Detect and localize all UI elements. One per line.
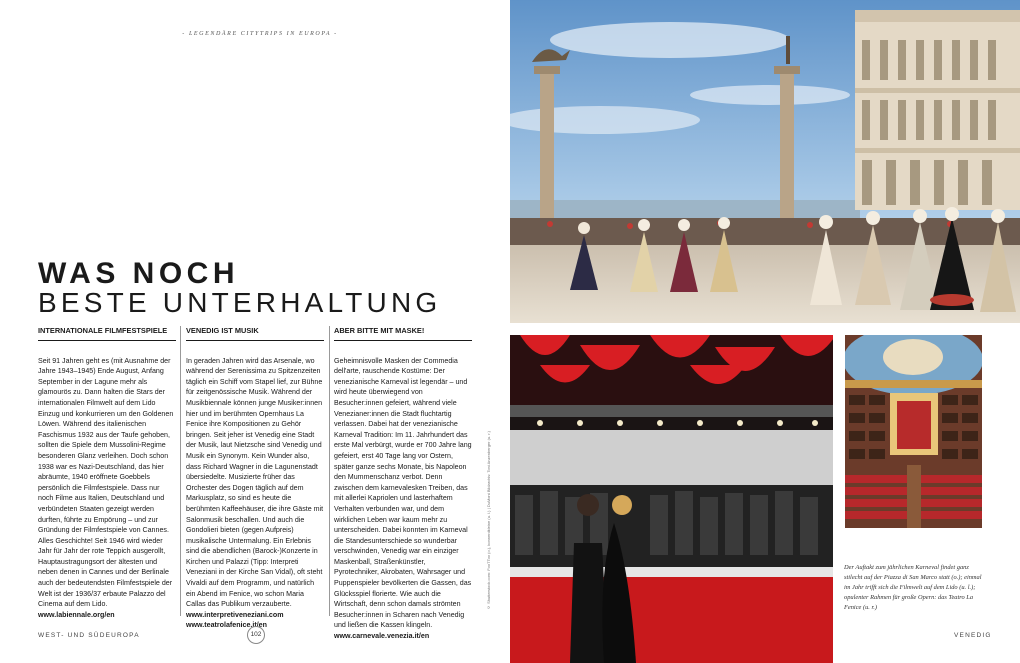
column-heading: INTERNATIONALE FILMFESTSPIELE (38, 326, 176, 341)
photo-teatro-la-fenice (845, 335, 982, 528)
column-body: Geheimnisvolle Masken der Commedia dell'arte, rauschende Kostüme: Der venezianische Karneval ist legendär – und wird heute überwiegend von Besucher:innen gefeiert, während viele Venezianer:innen die Stadt fluchtartig verlassen. Dabei hat der venezianische Karneval Tradition: Im 11. Jahrhundert das erste Mal verbürgt, wurde er 700 Jahre lang gefeiert, erst 40 Tage lang vor Ostern, später ganze sechs Monate, bis Napoleon den Mummenschanz verbot. Denn zwischen dem karnevalesken Treiben, das mit allerlei Kapriolen und lasterhaftem Verhalten verbunden war, und dem wirklichen Leben war kaum mehr zu unterscheiden. Dabei konnten im Karneval die Standesunterschiede so wunderbar verschwinden, Venedig war ein einziger Maskenball, Straßenkünstler, Pyrotechniker, Akrobaten, Wahrsager und Puppenspieler bevölkerten die Gassen, das Glücksspiel florierte. Wie auch die Wirtschaft, denn schon damals strömten Besucher:innen in Scharen nach Venedig und ließen die Kassen klingeln. (334, 356, 472, 630)
photo-credit: © Shutterstock.com: FooTToo (o.), konnerdkleine (u. l.) | DuMont Bildarchiv: Toni Anzenberger (u. r.) (486, 431, 491, 610)
headline-line-2: BESTE UNTERHALTUNG (38, 287, 442, 318)
column-heading: VENEDIG IST MUSIK (186, 326, 324, 341)
footer-section: WEST- UND SÜDEUROPA (38, 632, 140, 639)
red-carpet-illustration (510, 335, 833, 663)
column-body: In geraden Jahren wird das Arsenale, wo während der Serenissima zu Spitzenzeiten täglich ein Schiff vom Stapel lief, zur Bühne für zeitgenössische Musik. Während der Musikbiennale können junge Musiker:innen hier und im berühmten Opernhaus La Fenice ihre Kompositionen zu Gehör bringen. Seit jeher ist Venedig eine Stadt der Musik, laut Nietzsche sind Venedig und Musik ein Synonym. Kein Wunder also, dass Richard Wagner in die Lagunenstadt übersiedelte. Musizierte früher das Orchester des Dogen täglich auf dem Markusplatz, so sind es heute die berühmten Kaffeehäuser, die ihre Gäste mit Salonmusik beschallen. Und auch die Gondolieri bieten (gegen Aufpreis) musikalische Untermalung. Ein Erlebnis sind die abendlichen (Barock-)Konzerte in Kirchen und Palazzi (Tipp: Interpreti Veneziani in der Kirche San Vidal), oft steht Vivaldi auf dem Programm, und natürlich ein Abend im Fenice, wo schon Maria Callas das Publikum verzauberte. (186, 356, 324, 609)
photo-piazza-san-marco-carnival (510, 0, 1020, 323)
column-divider (180, 326, 181, 616)
la-fenice-illustration (845, 335, 982, 528)
column-filmfestspiele (38, 326, 176, 620)
headline-line-1: WAS NOCH (38, 257, 239, 290)
website-link[interactable]: www.interpretiveneziani.com (186, 610, 284, 619)
photo-film-festival-red-carpet (510, 335, 833, 663)
photo-caption: Der Auftakt zum jährlichen Karneval findet ganz stilecht auf der Piazza di San Marco statt (o.); einmal im Jahr trifft sich die Filmwelt auf dem Lido (u. l.); opulenter Rahmen für große Opern: das Teatro La Fenice (u. r.) (844, 564, 982, 611)
column-divider (329, 326, 330, 616)
column-body: Seit 91 Jahren geht es (mit Ausnahme der Jahre 1943–1945) Ende August, Anfang September in der Lagune mehr als glamourös zu. Dann halten die Stars der internationalen Filmwelt auf dem Lido Einzug und konkurrieren um den Goldenen Löwen. Während des italienischen Faschismus 1932 aus der Taufe gehoben, sollten die Spiele dem Mussolini-Regime besonderen Glanz verleihen. Doch schon 1938 war es Nazi-Deutschland, das hier abräumte, 1940 eröffnete Goebbels persönlich die Filmfestspiele. Dass nur noch Filme aus Italien, Deutschland und verbündeten Staaten gezeigt werden durften, führte zu Empörung – und zur Gründung der Filmfestspiele von Cannes. Alles Geschichte! Seit 1946 wird wieder Jahr für Jahr der rote Teppich ausgerollt, Hauptaustragungsort der ältesten und neben denen in Cannes und der Berlinale auch der bedeutendsten Filmfestspiele der Welt ist der 1936/37 erbaute Palazzo del Cinema auf dem Lido. (38, 356, 174, 609)
page-number: 102 (247, 626, 265, 644)
column-musik (186, 326, 324, 631)
carnival-illustration (510, 0, 1020, 323)
column-heading: ABER BITTE MIT MASKE! (334, 326, 472, 341)
column-karneval (334, 326, 472, 642)
website-link[interactable]: www.teatrolafenice.it/en (186, 621, 267, 630)
running-head: - LEGENDÄRE CITYTRIPS IN EUROPA - (182, 31, 338, 37)
website-link[interactable]: www.carnevale.venezia.it/en (334, 632, 430, 641)
footer-city: VENEDIG (954, 632, 992, 639)
website-link[interactable]: www.labiennale.org/en (38, 610, 115, 619)
